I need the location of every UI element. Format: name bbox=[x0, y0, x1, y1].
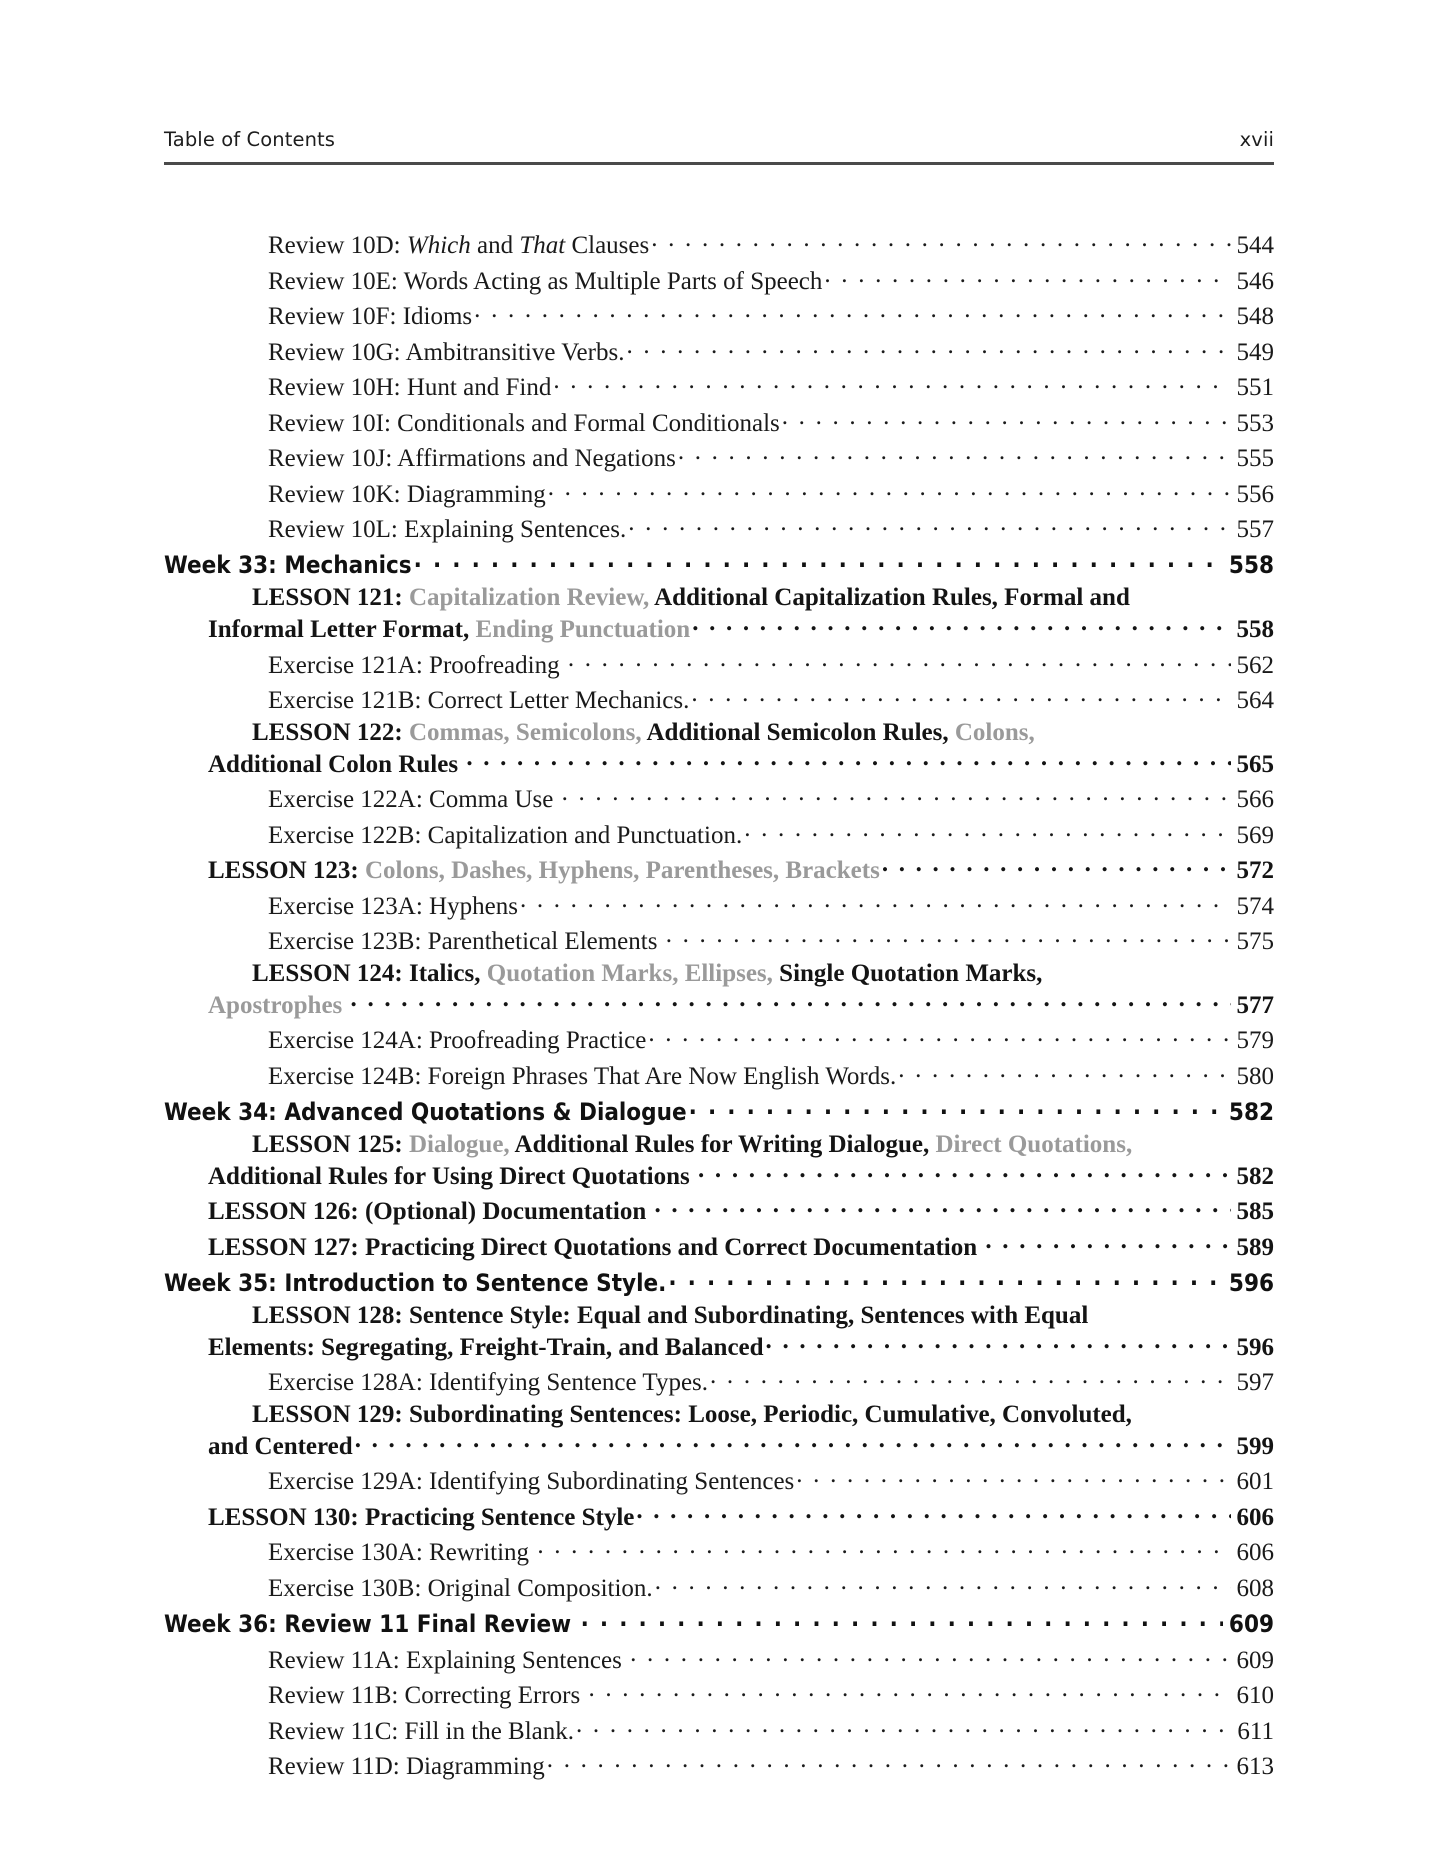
toc-entry-line bbox=[268, 782, 1274, 814]
toc-entry-text: Review 10K: Diagramming bbox=[268, 480, 546, 508]
toc-entry-title bbox=[252, 960, 1042, 988]
toc-entry-title bbox=[268, 339, 624, 367]
toc-entry-text: and Centered bbox=[208, 1432, 353, 1460]
toc-page-number: 613 bbox=[1236, 1753, 1274, 1780]
toc-entry-week[interactable] bbox=[164, 549, 1274, 579]
toc-entry-text: LESSON 127: Practicing Direct Quotations and Correct Documentation bbox=[208, 1233, 984, 1261]
toc-leader-dots bbox=[628, 512, 1230, 537]
toc-page-number: 597 bbox=[1236, 1369, 1274, 1396]
toc-entry-title bbox=[208, 616, 690, 644]
toc-entry-lesson[interactable] bbox=[208, 853, 1274, 885]
toc-entry-title bbox=[208, 1234, 983, 1262]
toc-entry-line bbox=[208, 1159, 1274, 1191]
toc-entry-line bbox=[268, 370, 1274, 402]
toc-leader-dots bbox=[651, 228, 1230, 253]
toc-entry-text: Review 11C: Fill in the Blank. bbox=[268, 1717, 575, 1745]
toc-entry-text: Review 10L: Explaining Sentences. bbox=[268, 516, 627, 543]
toc-entry-text: LESSON 129: Subordinating Sentences: Loose, Periodic, Cumulative, Convoluted, bbox=[252, 1400, 1132, 1428]
toc-entry-text: Single Quotation Marks, bbox=[772, 959, 1043, 987]
toc-entry-title bbox=[268, 893, 518, 921]
toc-entry-title bbox=[268, 1682, 586, 1710]
toc-entry-week[interactable] bbox=[164, 1096, 1274, 1126]
toc-entry-text: Review 10G: Ambitransitive Verbs. bbox=[268, 338, 625, 366]
toc-entry-title bbox=[252, 1131, 1132, 1159]
toc-page-number: 609 bbox=[1228, 1609, 1274, 1638]
toc-leader-dots bbox=[824, 264, 1230, 289]
toc-entry-text: Review 11B: Correcting Errors bbox=[268, 1682, 587, 1709]
toc-entry-text: LESSON 121: bbox=[252, 584, 409, 611]
toc-entry-title bbox=[268, 232, 649, 260]
toc-page-number: 549 bbox=[1236, 338, 1274, 366]
toc-leader-dots bbox=[744, 818, 1230, 843]
toc-page-number: 601 bbox=[1236, 1468, 1274, 1495]
toc-entry-title bbox=[268, 516, 626, 544]
toc-entry-item[interactable] bbox=[268, 1059, 1274, 1091]
toc-page-number: 582 bbox=[1228, 1097, 1274, 1126]
toc-entry-week[interactable] bbox=[164, 1608, 1274, 1638]
toc-page-number: 555 bbox=[1236, 445, 1274, 472]
toc-entry-item[interactable] bbox=[268, 1678, 1274, 1710]
toc-entry-muted-text: Colons, Dashes, Hyphens, Parentheses, Brackets bbox=[364, 857, 880, 884]
toc-entry-line bbox=[164, 549, 1274, 579]
toc-entry-text: Additional Rules for Using Direct Quotations bbox=[208, 1162, 697, 1190]
toc-entry-title bbox=[268, 822, 742, 850]
toc-entry-title bbox=[268, 1468, 794, 1496]
toc-entry-text: Exercise 129A: Identifying Subordinating Sentences bbox=[268, 1468, 795, 1495]
toc-entry-text: Exercise 123A: Hyphens bbox=[268, 892, 518, 920]
toc-entry-line bbox=[208, 1194, 1274, 1226]
toc-entry-text: Week 36: Review 11 Final Review bbox=[164, 1609, 579, 1638]
toc-entry-title bbox=[208, 1433, 353, 1461]
toc-entry-line bbox=[164, 1267, 1274, 1297]
toc-entry-lesson[interactable] bbox=[208, 1500, 1274, 1532]
toc-entry-line bbox=[208, 612, 1274, 644]
toc-entry-text: Review 10F: Idioms bbox=[268, 303, 473, 330]
toc-page-number: 557 bbox=[1236, 516, 1274, 543]
toc-page-number: 585 bbox=[1236, 1198, 1274, 1225]
toc-entry-first-line bbox=[208, 1401, 1318, 1429]
toc-leader-dots bbox=[882, 853, 1231, 878]
toc-page-number: 596 bbox=[1236, 1333, 1274, 1361]
toc-entry-text: Exercise 128A: Identifying Sentence Types. bbox=[268, 1369, 709, 1396]
toc-entry-item[interactable] bbox=[268, 441, 1274, 473]
toc-leader-dots bbox=[626, 335, 1230, 360]
toc-entry-item[interactable] bbox=[268, 889, 1274, 921]
toc-entry-title bbox=[268, 410, 780, 438]
toc-entry-item[interactable] bbox=[268, 1571, 1274, 1603]
toc-page-number: 564 bbox=[1236, 687, 1274, 714]
toc-page-number: 577 bbox=[1236, 991, 1274, 1019]
toc-entry-text: LESSON 124: Italics, bbox=[252, 959, 487, 987]
toc-page-number: 558 bbox=[1228, 551, 1274, 579]
toc-entry-line bbox=[268, 648, 1274, 680]
toc-page-number: 544 bbox=[1236, 232, 1274, 259]
toc-entry-line bbox=[268, 406, 1274, 438]
toc-entry-line bbox=[268, 1059, 1274, 1091]
toc-entry-line bbox=[268, 1749, 1274, 1781]
toc-entry-title bbox=[268, 1063, 896, 1091]
toc-entry-title bbox=[268, 268, 822, 296]
toc-page-number: 575 bbox=[1236, 928, 1274, 955]
toc-entry-item[interactable] bbox=[268, 264, 1274, 296]
toc-page-number: 596 bbox=[1228, 1268, 1274, 1297]
toc-entry-text: Informal Letter Format, bbox=[208, 616, 476, 643]
toc-entry-lesson[interactable] bbox=[208, 1131, 1274, 1191]
toc-entry-text: Review 10H: Hunt and Find bbox=[268, 374, 552, 401]
toc-entry-text: Exercise 121A: Proofreading bbox=[268, 651, 566, 679]
toc-entry-line bbox=[268, 441, 1274, 473]
toc-page-number: 565 bbox=[1236, 750, 1274, 778]
toc-entry-text: Additional Rules for Writing Dialogue, bbox=[509, 1130, 936, 1158]
toc-entry-title bbox=[268, 1369, 708, 1397]
toc-entry-title bbox=[164, 1098, 687, 1126]
toc-page-number: 610 bbox=[1236, 1682, 1274, 1709]
toc-leader-dots bbox=[568, 648, 1231, 673]
toc-entry-title bbox=[208, 751, 464, 779]
toc-entry-item[interactable] bbox=[268, 228, 1274, 260]
toc-page-number: 558 bbox=[1236, 616, 1274, 643]
toc-page-number: 606 bbox=[1236, 1539, 1274, 1566]
toc-entry-item[interactable] bbox=[268, 477, 1274, 509]
running-head bbox=[164, 128, 1274, 151]
toc-entry-title bbox=[268, 1027, 646, 1055]
toc-entry-item[interactable] bbox=[268, 370, 1274, 402]
toc-entry-title bbox=[164, 551, 412, 579]
toc-entry-line bbox=[268, 1023, 1274, 1055]
toc-leader-dots bbox=[576, 1714, 1231, 1739]
toc-leader-dots bbox=[655, 1571, 1231, 1596]
toc-entry-text: and bbox=[470, 232, 520, 259]
toc-entry-line bbox=[268, 1714, 1274, 1746]
toc-leader-dots bbox=[351, 988, 1231, 1013]
toc-entry-muted-text: Commas, Semicolons, bbox=[408, 718, 642, 746]
toc-leader-dots bbox=[710, 1365, 1230, 1390]
toc-entry-first-line bbox=[208, 1302, 1318, 1330]
toc-leader-dots bbox=[654, 1194, 1230, 1219]
toc-entry-title bbox=[268, 687, 689, 715]
toc-page-number: 566 bbox=[1236, 786, 1274, 813]
toc-leader-dots bbox=[474, 299, 1230, 324]
toc-leader-dots bbox=[698, 1159, 1230, 1184]
toc-entry-item[interactable] bbox=[268, 512, 1274, 544]
toc-page-number: 551 bbox=[1236, 374, 1274, 401]
toc-entry-title bbox=[208, 1334, 764, 1362]
toc-entry-line bbox=[268, 1464, 1274, 1496]
toc-entry-line bbox=[208, 988, 1274, 1020]
toc-entry-text: Exercise 130A: Rewriting bbox=[268, 1539, 536, 1566]
toc-entry-line bbox=[268, 335, 1274, 367]
toc-entry-line bbox=[268, 1643, 1274, 1675]
toc-page-number: 574 bbox=[1236, 892, 1274, 920]
toc-page-number: 546 bbox=[1236, 267, 1274, 295]
toc-leader-dots bbox=[520, 889, 1231, 914]
toc-page-number: 556 bbox=[1236, 480, 1274, 508]
toc-entry-lesson[interactable] bbox=[208, 1302, 1274, 1362]
toc-entry-text: Additional Colon Rules bbox=[208, 750, 465, 778]
toc-entry-lesson[interactable] bbox=[208, 1194, 1274, 1226]
toc-entry-title bbox=[268, 1647, 628, 1675]
toc-entry-first-line bbox=[208, 960, 1318, 988]
toc-entry-title bbox=[268, 445, 676, 473]
toc-entry-muted-text: Direct Quotations, bbox=[935, 1130, 1133, 1158]
toc-entry-title bbox=[268, 786, 560, 814]
toc-entry-item[interactable] bbox=[268, 1714, 1274, 1746]
toc-page-number: 606 bbox=[1236, 1503, 1274, 1531]
toc-entry-text: Additional Semicolon Rules, bbox=[641, 718, 955, 746]
toc-entry-line bbox=[208, 1330, 1274, 1362]
toc-entry-lesson[interactable] bbox=[208, 719, 1274, 779]
toc-page-number: 579 bbox=[1236, 1027, 1274, 1054]
toc-entry-title bbox=[268, 481, 546, 509]
toc-entry-line bbox=[268, 924, 1274, 956]
toc-entry-line bbox=[164, 1096, 1274, 1126]
toc-entry-text: Exercise 122A: Comma Use bbox=[268, 786, 560, 813]
toc-entry-item[interactable] bbox=[268, 1365, 1274, 1397]
toc-entry-text: Week 33: Mechanics bbox=[164, 551, 412, 579]
toc-entry-title bbox=[268, 303, 472, 331]
toc-page-number: 569 bbox=[1236, 821, 1274, 849]
toc-entry-title bbox=[208, 1198, 652, 1226]
toc-entry-title bbox=[252, 584, 1130, 612]
toc-entry-line bbox=[208, 1500, 1274, 1532]
toc-leader-dots bbox=[648, 1023, 1230, 1048]
toc-entry-line bbox=[268, 512, 1274, 544]
toc-entry-text: Exercise 124B: Foreign Phrases That Are Now English Words. bbox=[268, 1062, 897, 1090]
toc-leader-dots bbox=[636, 1500, 1230, 1525]
page-folio: xvii bbox=[1239, 128, 1274, 151]
toc-entry-item[interactable] bbox=[268, 1535, 1274, 1567]
toc-entry-text: LESSON 126: (Optional) Documentation bbox=[208, 1198, 653, 1225]
toc-entry-line bbox=[268, 264, 1274, 296]
toc-page-number: 589 bbox=[1236, 1233, 1274, 1261]
toc-entry-line bbox=[268, 299, 1274, 331]
toc-entry-muted-text: Apostrophes bbox=[208, 991, 349, 1019]
toc-entry-item[interactable] bbox=[268, 924, 1274, 956]
toc-page-number: 599 bbox=[1236, 1432, 1274, 1460]
toc-entry-title bbox=[252, 719, 1035, 747]
toc-entry-first-line bbox=[208, 584, 1318, 612]
toc-entry-text: Clauses bbox=[565, 232, 650, 259]
toc-entry-text: Review 10J: Affirmations and Negations bbox=[268, 445, 676, 472]
toc-entry-title bbox=[268, 652, 566, 680]
toc-entry-item[interactable] bbox=[268, 782, 1274, 814]
toc-entry-line bbox=[268, 1678, 1274, 1710]
toc-entry-text: LESSON 125: bbox=[252, 1130, 409, 1158]
toc-leader-dots bbox=[355, 1429, 1231, 1454]
toc-entry-lesson[interactable] bbox=[208, 1401, 1274, 1461]
toc-page-number: 609 bbox=[1236, 1646, 1274, 1674]
table-of-contents-list bbox=[164, 228, 1274, 1785]
toc-leader-dots bbox=[562, 782, 1231, 807]
toc-entry-text: Exercise 124A: Proofreading Practice bbox=[268, 1027, 647, 1054]
toc-entry-title bbox=[268, 1575, 653, 1603]
toc-entry-line bbox=[208, 747, 1274, 779]
toc-leader-dots bbox=[547, 1749, 1231, 1774]
toc-entry-line bbox=[268, 818, 1274, 850]
toc-leader-dots bbox=[898, 1059, 1230, 1084]
toc-leader-dots bbox=[985, 1230, 1230, 1255]
toc-entry-title bbox=[268, 928, 664, 956]
toc-page-number: 608 bbox=[1236, 1574, 1274, 1602]
toc-entry-italic-text: Which bbox=[406, 232, 471, 259]
toc-entry-line bbox=[268, 477, 1274, 509]
toc-entry-text: Exercise 121B: Correct Letter Mechanics. bbox=[268, 687, 690, 714]
toc-page-number: 611 bbox=[1237, 1717, 1274, 1745]
toc-entry-text: Review 10E: Words Acting as Multiple Parts of Speech bbox=[268, 267, 823, 295]
toc-entry-text: Review 11A: Explaining Sentences bbox=[268, 1646, 629, 1674]
toc-leader-dots bbox=[796, 1464, 1230, 1489]
toc-entry-first-line bbox=[208, 1131, 1318, 1159]
toc-entry-lesson[interactable] bbox=[208, 584, 1274, 644]
toc-entry-text: Additional Capitalization Rules, Formal and bbox=[649, 584, 1130, 611]
toc-entry-text: Week 35: Introduction to Sentence Style. bbox=[164, 1268, 667, 1297]
toc-entry-title bbox=[164, 1269, 666, 1297]
toc-leader-dots bbox=[691, 683, 1230, 708]
toc-page-number: 562 bbox=[1236, 651, 1274, 679]
toc-entry-item[interactable] bbox=[268, 683, 1274, 715]
toc-leader-dots bbox=[666, 924, 1231, 949]
toc-entry-text: Review 10D: bbox=[268, 232, 407, 259]
toc-entry-line bbox=[268, 683, 1274, 715]
toc-entry-title bbox=[268, 1718, 574, 1746]
toc-entry-item[interactable] bbox=[268, 299, 1274, 331]
toc-entry-item[interactable] bbox=[268, 1749, 1274, 1781]
toc-entry-line bbox=[268, 889, 1274, 921]
toc-entry-title bbox=[252, 1302, 1088, 1330]
toc-leader-dots bbox=[689, 1096, 1223, 1120]
toc-page-number: 580 bbox=[1236, 1062, 1274, 1090]
toc-leader-dots bbox=[414, 549, 1223, 573]
toc-leader-dots bbox=[630, 1643, 1230, 1668]
toc-entry-text: LESSON 123: bbox=[208, 857, 365, 884]
toc-entry-line bbox=[208, 1429, 1274, 1461]
toc-entry-item[interactable] bbox=[268, 1643, 1274, 1675]
toc-entry-title bbox=[208, 1504, 634, 1532]
toc-entry-text: Exercise 123B: Parenthetical Elements bbox=[268, 928, 664, 955]
toc-entry-title bbox=[208, 992, 349, 1020]
toc-entry-item[interactable] bbox=[268, 335, 1274, 367]
toc-leader-dots bbox=[678, 441, 1231, 466]
toc-entry-item[interactable] bbox=[268, 818, 1274, 850]
toc-entry-text: Exercise 122B: Capitalization and Punctuation. bbox=[268, 821, 743, 849]
toc-entry-text: Elements: Segregating, Freight-Train, and Balanced bbox=[208, 1333, 764, 1361]
toc-leader-dots bbox=[548, 477, 1231, 502]
toc-entry-line bbox=[208, 853, 1274, 885]
toc-entry-title bbox=[268, 1539, 535, 1567]
toc-entry-title bbox=[268, 1753, 545, 1781]
toc-leader-dots bbox=[537, 1535, 1230, 1560]
toc-entry-text: LESSON 130: Practicing Sentence Style bbox=[208, 1503, 635, 1531]
toc-entry-title bbox=[164, 1610, 579, 1638]
toc-entry-line bbox=[208, 1230, 1274, 1262]
toc-entry-line bbox=[164, 1608, 1274, 1638]
toc-page-number: 553 bbox=[1236, 409, 1274, 437]
toc-entry-first-line bbox=[208, 719, 1318, 747]
toc-leader-dots bbox=[588, 1678, 1230, 1703]
toc-entry-line bbox=[268, 1571, 1274, 1603]
toc-entry-italic-text: That bbox=[519, 232, 566, 259]
toc-entry-title bbox=[268, 374, 551, 402]
toc-leader-dots bbox=[692, 612, 1230, 637]
toc-entry-title bbox=[208, 1163, 696, 1191]
toc-entry-text: Review 11D: Diagramming bbox=[268, 1753, 545, 1780]
toc-entry-muted-text: Ending Punctuation bbox=[475, 616, 691, 643]
toc-entry-week[interactable] bbox=[164, 1267, 1274, 1297]
toc-leader-dots bbox=[553, 370, 1230, 395]
toc-entry-title bbox=[252, 1401, 1132, 1429]
toc-page-number: 572 bbox=[1236, 857, 1274, 884]
toc-entry-lesson[interactable] bbox=[208, 960, 1274, 1020]
toc-entry-item[interactable] bbox=[268, 648, 1274, 680]
toc-entry-text: LESSON 128: Sentence Style: Equal and Subordinating, Sentences with Equal bbox=[252, 1301, 1089, 1329]
toc-entry-item[interactable] bbox=[268, 406, 1274, 438]
toc-entry-text: Exercise 130B: Original Composition. bbox=[268, 1574, 653, 1602]
toc-entry-muted-text: Quotation Marks, Ellipses, bbox=[486, 959, 773, 987]
toc-entry-text: Week 34: Advanced Quotations & Dialogue bbox=[164, 1097, 687, 1126]
toc-page-number: 548 bbox=[1236, 303, 1274, 330]
toc-entry-muted-text: Dialogue, bbox=[408, 1130, 510, 1158]
toc-entry-lesson[interactable] bbox=[208, 1230, 1274, 1262]
toc-entry-item[interactable] bbox=[268, 1023, 1274, 1055]
header-divider bbox=[164, 162, 1274, 165]
toc-entry-muted-text: Capitalization Review, bbox=[408, 584, 650, 611]
toc-entry-muted-text: Colons, bbox=[954, 718, 1035, 746]
toc-leader-dots bbox=[668, 1267, 1223, 1291]
toc-entry-text: LESSON 122: bbox=[252, 718, 409, 746]
toc-entry-text: Review 10I: Conditionals and Formal Conditionals bbox=[268, 409, 780, 437]
toc-entry-line bbox=[268, 1535, 1274, 1567]
toc-leader-dots bbox=[766, 1330, 1231, 1355]
toc-entry-title bbox=[208, 857, 880, 885]
toc-leader-dots bbox=[581, 1608, 1223, 1632]
running-head-title: Table of Contents bbox=[164, 128, 336, 151]
toc-entry-line bbox=[268, 1365, 1274, 1397]
toc-leader-dots bbox=[466, 747, 1230, 772]
toc-page-number: 582 bbox=[1236, 1162, 1274, 1190]
toc-entry-line bbox=[268, 228, 1274, 260]
toc-entry-item[interactable] bbox=[268, 1464, 1274, 1496]
toc-leader-dots bbox=[782, 406, 1231, 431]
